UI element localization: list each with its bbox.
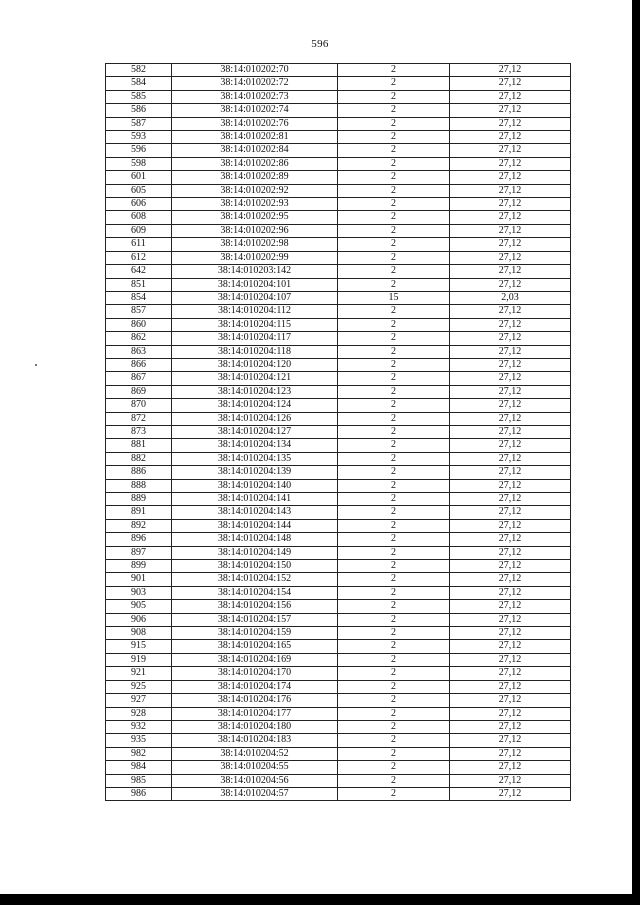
table-row	[106, 761, 571, 774]
area-cell: 2	[338, 519, 450, 532]
table-row	[106, 680, 571, 693]
table-row	[106, 546, 571, 559]
area-cell: 2	[338, 787, 450, 800]
table-row	[106, 493, 571, 506]
cadastral-number-cell: 38:14:010204:117	[172, 332, 338, 345]
parcel-table	[105, 63, 571, 801]
table-row	[106, 747, 571, 760]
row-number-cell: 585	[106, 90, 172, 103]
table-row	[106, 251, 571, 264]
row-number-cell: 984	[106, 761, 172, 774]
table-row	[106, 358, 571, 371]
table-row	[106, 144, 571, 157]
row-number-cell: 888	[106, 479, 172, 492]
area-cell: 2	[338, 774, 450, 787]
value-cell: 27,12	[450, 694, 571, 707]
cadastral-number-cell: 38:14:010204:124	[172, 399, 338, 412]
cadastral-number-cell: 38:14:010204:112	[172, 305, 338, 318]
table-row	[106, 345, 571, 358]
value-cell: 27,12	[450, 774, 571, 787]
table-row	[106, 613, 571, 626]
cadastral-number-cell: 38:14:010202:95	[172, 211, 338, 224]
area-cell: 2	[338, 720, 450, 733]
value-cell: 27,12	[450, 466, 571, 479]
cadastral-number-cell: 38:14:010202:76	[172, 117, 338, 130]
area-cell: 2	[338, 600, 450, 613]
area-cell: 2	[338, 734, 450, 747]
cadastral-number-cell: 38:14:010204:140	[172, 479, 338, 492]
row-number-cell: 903	[106, 586, 172, 599]
row-number-cell: 606	[106, 198, 172, 211]
row-number-cell: 932	[106, 720, 172, 733]
value-cell: 27,12	[450, 358, 571, 371]
area-cell: 2	[338, 251, 450, 264]
cadastral-number-cell: 38:14:010204:121	[172, 372, 338, 385]
cadastral-number-cell: 38:14:010204:52	[172, 747, 338, 760]
value-cell: 27,12	[450, 653, 571, 666]
value-cell: 27,12	[450, 600, 571, 613]
table-row	[106, 238, 571, 251]
cadastral-number-cell: 38:14:010204:148	[172, 533, 338, 546]
value-cell: 27,12	[450, 332, 571, 345]
value-cell: 27,12	[450, 131, 571, 144]
value-cell: 27,12	[450, 720, 571, 733]
value-cell: 27,12	[450, 117, 571, 130]
area-cell: 2	[338, 157, 450, 170]
area-cell: 2	[338, 560, 450, 573]
area-cell: 2	[338, 694, 450, 707]
area-cell: 2	[338, 640, 450, 653]
row-number-cell: 905	[106, 600, 172, 613]
value-cell: 27,12	[450, 613, 571, 626]
area-cell: 2	[338, 466, 450, 479]
table-row	[106, 117, 571, 130]
cadastral-number-cell: 38:14:010204:149	[172, 546, 338, 559]
area-cell: 2	[338, 117, 450, 130]
area-cell: 2	[338, 171, 450, 184]
cadastral-number-cell: 38:14:010204:174	[172, 680, 338, 693]
area-cell: 2	[338, 613, 450, 626]
cadastral-number-cell: 38:14:010204:159	[172, 627, 338, 640]
table-row	[106, 131, 571, 144]
area-cell: 2	[338, 412, 450, 425]
row-number-cell: 857	[106, 305, 172, 318]
table-row	[106, 318, 571, 331]
table-row	[106, 425, 571, 438]
table-row	[106, 77, 571, 90]
row-number-cell: 908	[106, 627, 172, 640]
row-number-cell: 596	[106, 144, 172, 157]
value-cell: 27,12	[450, 787, 571, 800]
row-number-cell: 609	[106, 224, 172, 237]
table-row	[106, 385, 571, 398]
row-number-cell: 587	[106, 117, 172, 130]
table-row	[106, 667, 571, 680]
value-cell: 2,03	[450, 291, 571, 304]
row-number-cell: 882	[106, 452, 172, 465]
table-body	[106, 64, 571, 801]
cadastral-number-cell: 38:14:010204:123	[172, 385, 338, 398]
row-number-cell: 866	[106, 358, 172, 371]
value-cell: 27,12	[450, 761, 571, 774]
table-row	[106, 519, 571, 532]
area-cell: 2	[338, 345, 450, 358]
cadastral-number-cell: 38:14:010204:55	[172, 761, 338, 774]
area-cell: 2	[338, 425, 450, 438]
table-row	[106, 157, 571, 170]
cadastral-number-cell: 38:14:010202:70	[172, 64, 338, 77]
value-cell: 27,12	[450, 399, 571, 412]
cadastral-number-cell: 38:14:010204:118	[172, 345, 338, 358]
cadastral-number-cell: 38:14:010204:107	[172, 291, 338, 304]
area-cell: 2	[338, 318, 450, 331]
area-cell: 2	[338, 278, 450, 291]
cadastral-number-cell: 38:14:010204:157	[172, 613, 338, 626]
cadastral-number-cell: 38:14:010204:134	[172, 439, 338, 452]
area-cell: 2	[338, 211, 450, 224]
value-cell: 27,12	[450, 238, 571, 251]
value-cell: 27,12	[450, 493, 571, 506]
value-cell: 27,12	[450, 144, 571, 157]
value-cell: 27,12	[450, 265, 571, 278]
row-number-cell: 870	[106, 399, 172, 412]
value-cell: 27,12	[450, 412, 571, 425]
value-cell: 27,12	[450, 157, 571, 170]
cadastral-number-cell: 38:14:010204:101	[172, 278, 338, 291]
row-number-cell: 642	[106, 265, 172, 278]
area-cell: 2	[338, 493, 450, 506]
value-cell: 27,12	[450, 198, 571, 211]
value-cell: 27,12	[450, 506, 571, 519]
area-cell: 2	[338, 399, 450, 412]
area-cell: 2	[338, 372, 450, 385]
cadastral-number-cell: 38:14:010204:126	[172, 412, 338, 425]
area-cell: 2	[338, 238, 450, 251]
area-cell: 2	[338, 104, 450, 117]
cadastral-number-cell: 38:14:010204:154	[172, 586, 338, 599]
cadastral-number-cell: 38:14:010202:73	[172, 90, 338, 103]
table-row	[106, 439, 571, 452]
value-cell: 27,12	[450, 77, 571, 90]
table-row	[106, 694, 571, 707]
table-row	[106, 332, 571, 345]
table-row	[106, 787, 571, 800]
cadastral-number-cell: 38:14:010202:93	[172, 198, 338, 211]
area-cell: 2	[338, 452, 450, 465]
row-number-cell: 605	[106, 184, 172, 197]
area-cell: 2	[338, 305, 450, 318]
value-cell: 27,12	[450, 372, 571, 385]
cadastral-number-cell: 38:14:010204:144	[172, 519, 338, 532]
table-row	[106, 452, 571, 465]
scan-edge-right	[632, 0, 640, 905]
cadastral-number-cell: 38:14:010202:99	[172, 251, 338, 264]
cadastral-number-cell: 38:14:010204:165	[172, 640, 338, 653]
row-number-cell: 906	[106, 613, 172, 626]
area-cell: 2	[338, 533, 450, 546]
row-number-cell: 919	[106, 653, 172, 666]
area-cell: 2	[338, 90, 450, 103]
row-number-cell: 608	[106, 211, 172, 224]
row-number-cell: 598	[106, 157, 172, 170]
row-number-cell: 601	[106, 171, 172, 184]
cadastral-number-cell: 38:14:010204:177	[172, 707, 338, 720]
row-number-cell: 986	[106, 787, 172, 800]
cadastral-number-cell: 38:14:010204:170	[172, 667, 338, 680]
row-number-cell: 863	[106, 345, 172, 358]
cadastral-number-cell: 38:14:010204:56	[172, 774, 338, 787]
cadastral-number-cell: 38:14:010204:180	[172, 720, 338, 733]
value-cell: 27,12	[450, 64, 571, 77]
table-row	[106, 707, 571, 720]
table-row	[106, 720, 571, 733]
row-number-cell: 927	[106, 694, 172, 707]
table-row	[106, 64, 571, 77]
value-cell: 27,12	[450, 171, 571, 184]
value-cell: 27,12	[450, 224, 571, 237]
value-cell: 27,12	[450, 546, 571, 559]
table-row	[106, 640, 571, 653]
area-cell: 2	[338, 573, 450, 586]
table-row	[106, 291, 571, 304]
row-number-cell: 867	[106, 372, 172, 385]
row-number-cell: 928	[106, 707, 172, 720]
row-number-cell: 612	[106, 251, 172, 264]
table-row	[106, 412, 571, 425]
row-number-cell: 899	[106, 560, 172, 573]
cadastral-number-cell: 38:14:010204:143	[172, 506, 338, 519]
area-cell: 2	[338, 184, 450, 197]
value-cell: 27,12	[450, 627, 571, 640]
table-row	[106, 372, 571, 385]
table-row	[106, 184, 571, 197]
area-cell: 2	[338, 144, 450, 157]
table-row	[106, 171, 571, 184]
value-cell: 27,12	[450, 251, 571, 264]
cadastral-number-cell: 38:14:010204:127	[172, 425, 338, 438]
row-number-cell: 872	[106, 412, 172, 425]
row-number-cell: 896	[106, 533, 172, 546]
page-number: 596	[311, 38, 329, 50]
table-row	[106, 774, 571, 787]
area-cell: 2	[338, 265, 450, 278]
value-cell: 27,12	[450, 533, 571, 546]
value-cell: 27,12	[450, 680, 571, 693]
value-cell: 27,12	[450, 345, 571, 358]
value-cell: 27,12	[450, 734, 571, 747]
value-cell: 27,12	[450, 452, 571, 465]
row-number-cell: 586	[106, 104, 172, 117]
table-row	[106, 506, 571, 519]
row-number-cell: 901	[106, 573, 172, 586]
area-cell: 2	[338, 385, 450, 398]
area-cell: 2	[338, 653, 450, 666]
cadastral-number-cell: 38:14:010202:74	[172, 104, 338, 117]
row-number-cell: 935	[106, 734, 172, 747]
row-number-cell: 873	[106, 425, 172, 438]
cadastral-number-cell: 38:14:010202:89	[172, 171, 338, 184]
value-cell: 27,12	[450, 560, 571, 573]
table-row	[106, 90, 571, 103]
value-cell: 27,12	[450, 586, 571, 599]
value-cell: 27,12	[450, 104, 571, 117]
cadastral-number-cell: 38:14:010204:183	[172, 734, 338, 747]
table-row	[106, 653, 571, 666]
cadastral-number-cell: 38:14:010202:86	[172, 157, 338, 170]
row-number-cell: 982	[106, 747, 172, 760]
row-number-cell: 892	[106, 519, 172, 532]
value-cell: 27,12	[450, 747, 571, 760]
area-cell: 2	[338, 667, 450, 680]
row-number-cell: 921	[106, 667, 172, 680]
value-cell: 27,12	[450, 640, 571, 653]
row-number-cell: 611	[106, 238, 172, 251]
row-number-cell: 593	[106, 131, 172, 144]
area-cell: 15	[338, 291, 450, 304]
value-cell: 27,12	[450, 519, 571, 532]
cadastral-number-cell: 38:14:010204:169	[172, 653, 338, 666]
cadastral-number-cell: 38:14:010202:92	[172, 184, 338, 197]
cadastral-number-cell: 38:14:010204:176	[172, 694, 338, 707]
value-cell: 27,12	[450, 90, 571, 103]
area-cell: 2	[338, 77, 450, 90]
table-row	[106, 224, 571, 237]
row-number-cell: 886	[106, 466, 172, 479]
area-cell: 2	[338, 586, 450, 599]
row-number-cell: 925	[106, 680, 172, 693]
cadastral-number-cell: 38:14:010204:156	[172, 600, 338, 613]
row-number-cell: 584	[106, 77, 172, 90]
table-row	[106, 479, 571, 492]
cadastral-number-cell: 38:14:010204:152	[172, 573, 338, 586]
cadastral-number-cell: 38:14:010202:72	[172, 77, 338, 90]
area-cell: 2	[338, 479, 450, 492]
cadastral-number-cell: 38:14:010202:98	[172, 238, 338, 251]
cadastral-number-cell: 38:14:010204:150	[172, 560, 338, 573]
area-cell: 2	[338, 64, 450, 77]
area-cell: 2	[338, 680, 450, 693]
area-cell: 2	[338, 761, 450, 774]
row-number-cell: 869	[106, 385, 172, 398]
area-cell: 2	[338, 439, 450, 452]
value-cell: 27,12	[450, 667, 571, 680]
value-cell: 27,12	[450, 305, 571, 318]
table-row	[106, 305, 571, 318]
table-row	[106, 399, 571, 412]
cadastral-number-cell: 38:14:010204:120	[172, 358, 338, 371]
area-cell: 2	[338, 224, 450, 237]
value-cell: 27,12	[450, 707, 571, 720]
table-row	[106, 198, 571, 211]
table-row	[106, 573, 571, 586]
table-row	[106, 586, 571, 599]
cadastral-number-cell: 38:14:010204:57	[172, 787, 338, 800]
value-cell: 27,12	[450, 439, 571, 452]
table-row	[106, 466, 571, 479]
area-cell: 2	[338, 358, 450, 371]
cadastral-number-cell: 38:14:010203:142	[172, 265, 338, 278]
cadastral-number-cell: 38:14:010202:96	[172, 224, 338, 237]
row-number-cell: 891	[106, 506, 172, 519]
cadastral-number-cell: 38:14:010204:135	[172, 452, 338, 465]
table-row	[106, 533, 571, 546]
row-number-cell: 915	[106, 640, 172, 653]
value-cell: 27,12	[450, 211, 571, 224]
value-cell: 27,12	[450, 479, 571, 492]
table-row	[106, 600, 571, 613]
value-cell: 27,12	[450, 184, 571, 197]
row-number-cell: 985	[106, 774, 172, 787]
scan-speck	[35, 364, 37, 366]
table-row	[106, 734, 571, 747]
table-row	[106, 211, 571, 224]
table-row	[106, 560, 571, 573]
value-cell: 27,12	[450, 425, 571, 438]
area-cell: 2	[338, 332, 450, 345]
value-cell: 27,12	[450, 318, 571, 331]
scan-edge-bottom	[0, 894, 640, 905]
cadastral-number-cell: 38:14:010204:139	[172, 466, 338, 479]
value-cell: 27,12	[450, 573, 571, 586]
row-number-cell: 889	[106, 493, 172, 506]
area-cell: 2	[338, 131, 450, 144]
area-cell: 2	[338, 506, 450, 519]
table-row	[106, 278, 571, 291]
area-cell: 2	[338, 546, 450, 559]
cadastral-number-cell: 38:14:010204:115	[172, 318, 338, 331]
row-number-cell: 582	[106, 64, 172, 77]
cadastral-number-cell: 38:14:010202:81	[172, 131, 338, 144]
cadastral-number-cell: 38:14:010204:141	[172, 493, 338, 506]
area-cell: 2	[338, 707, 450, 720]
cadastral-number-cell: 38:14:010202:84	[172, 144, 338, 157]
table-row	[106, 104, 571, 117]
row-number-cell: 851	[106, 278, 172, 291]
row-number-cell: 860	[106, 318, 172, 331]
table-row	[106, 265, 571, 278]
value-cell: 27,12	[450, 278, 571, 291]
row-number-cell: 881	[106, 439, 172, 452]
area-cell: 2	[338, 198, 450, 211]
row-number-cell: 897	[106, 546, 172, 559]
value-cell: 27,12	[450, 385, 571, 398]
table-row	[106, 627, 571, 640]
row-number-cell: 862	[106, 332, 172, 345]
area-cell: 2	[338, 747, 450, 760]
row-number-cell: 854	[106, 291, 172, 304]
area-cell: 2	[338, 627, 450, 640]
